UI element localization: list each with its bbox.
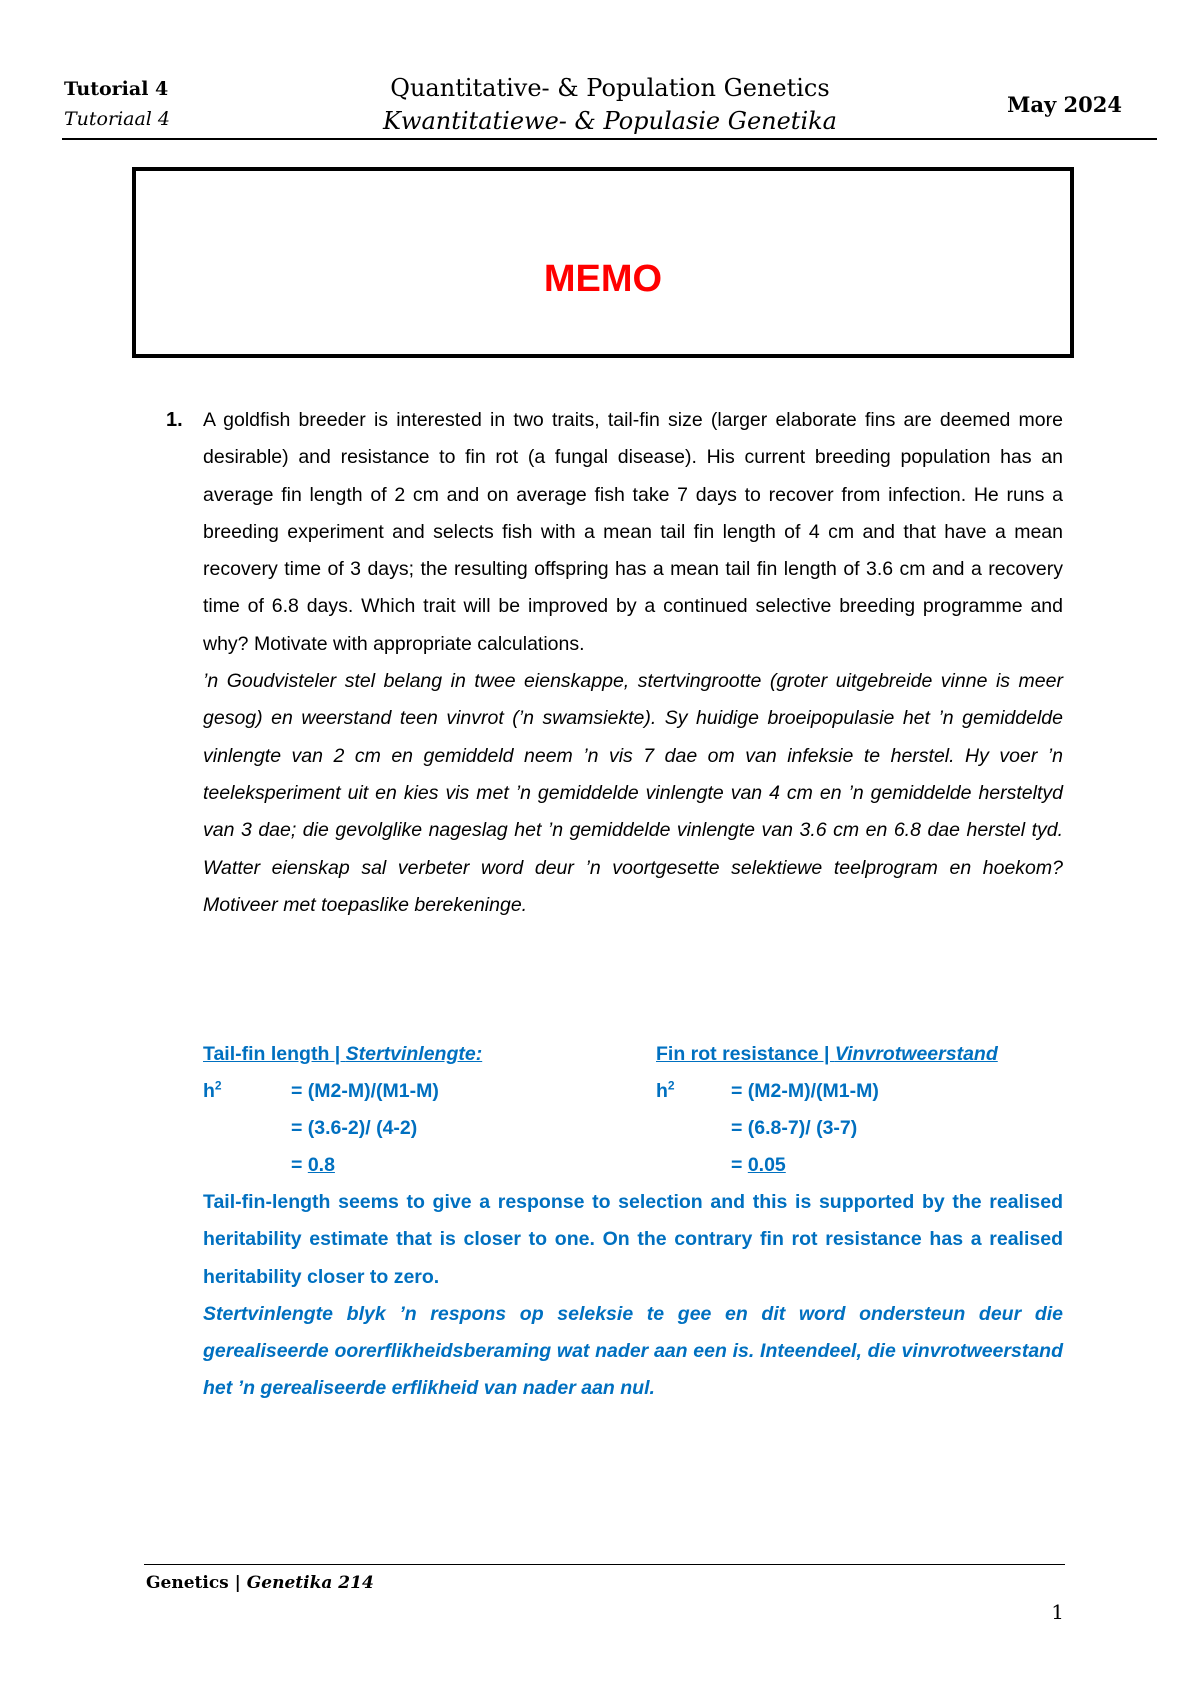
- memo-title: MEMO: [543, 258, 663, 300]
- footer-course-code: Genetics | Genetika 214: [146, 1573, 374, 1593]
- question-number: 1.: [166, 409, 183, 431]
- header-date: May 2024: [1007, 92, 1122, 117]
- result-right-value: 0.05: [747, 1154, 786, 1176]
- heritability-symbol-right: $h^2$: [656, 1078, 675, 1102]
- question-body: [203, 402, 1063, 924]
- header-tutorial-en: Tutorial 4: [64, 78, 169, 100]
- result-left: = 0.8: [291, 1154, 335, 1176]
- heritability-symbol-left: $h^2$: [203, 1078, 222, 1102]
- header-tutorial-af: Tutoriaal 4: [64, 108, 171, 130]
- footer-divider: [144, 1564, 1065, 1565]
- header-course-title-en: Quantitative- & Population Genetics: [390, 74, 830, 102]
- header-divider: [62, 138, 1157, 140]
- question-text-en: A goldfish breeder is interested in two traits, tail-fin size (larger elaborate fins are deemed more desirable) and resistance to fin rot (a fungal disease). His current breeding population has an average fin length of 2 cm and on average fish take 7 days to recover from infection. He runs a breeding experiment and selects fish with a mean tail fin length of 4 cm and that have a mean recovery time of 3 days; the resulting offspring has a mean tail fin length of 3.6 cm and a recovery time of 6.8 days. Which trait will be improved by a continued selective breeding programme and why? Motivate with appropriate calculations.: [203, 409, 1063, 655]
- answer-heading-tail-fin: [203, 1036, 482, 1073]
- memo-box: [132, 167, 1074, 358]
- answer-heading-fin-rot-af: Vinvrotweerstand: [834, 1043, 998, 1065]
- header-tutorial-label: [64, 74, 170, 134]
- formula-left: = (M2-M)/(M1-M): [291, 1080, 439, 1102]
- substitution-left: = (3.6-2)/ (4-2): [291, 1117, 418, 1139]
- page-number: 1: [1051, 1600, 1064, 1624]
- formula-right: = (M2-M)/(M1-M): [731, 1080, 879, 1102]
- header-course-title-af: Kwantitatiewe- & Populasie Genetika: [383, 107, 837, 135]
- substitution-right: = (6.8-7)/ (3-7): [731, 1117, 858, 1139]
- header-course-title: [320, 72, 900, 138]
- conclusion-en: Tail-fin-length seems to give a response to selection and this is supported by the realised heritability estimate that is closer to one. On the contrary fin rot resistance has a realised heritability closer to zero.: [203, 1191, 1063, 1288]
- answer-heading-fin-rot-en: Fin rot resistance |: [656, 1043, 835, 1065]
- question-text-af: ’n Goudvisteler stel belang in twee eienskappe, stertvingrootte (groter uitgebreide vinne is meer gesog) en weerstand teen vinvrot (’n swamsiekte). Sy huidige broeipopulasie het ’n gemiddelde vinlengte van 2 cm en gemiddeld neem ’n vis 7 dae om van infeksie te herstel. Hy voer ’n teeleksperiment uit en kies vis met ’n gemiddelde vinlengte van 4 cm en ’n gemiddelde hersteltyd van 3 dae; die gevolglike nageslag het ’n gemiddelde vinlengte van 3.6 cm en 6.8 dae herstel tyd. Watter eienskap sal verbeter word deur ’n voortgesette selektiewe teelprogram en hoekom? Motiveer met toepaslike berekeninge.: [203, 670, 1063, 916]
- answer-conclusion: [203, 1184, 1063, 1408]
- conclusion-af: Stertvinlengte blyk ’n respons op seleksie te gee en dit word ondersteun deur die gerealiseerde oorerflikheidsberaming wat nader aan een is. Inteendeel, die vinvrotweerstand het ’n gerealiseerde erflikheid van nader aan nul.: [203, 1302, 1063, 1400]
- result-right: = 0.05: [731, 1154, 786, 1176]
- answer-heading-tail-fin-af: Stertvinlengte:: [345, 1043, 483, 1065]
- answer-heading-fin-rot: [656, 1036, 998, 1073]
- answer-heading-tail-fin-en: Tail-fin length |: [203, 1043, 346, 1065]
- result-left-value: 0.8: [307, 1154, 335, 1176]
